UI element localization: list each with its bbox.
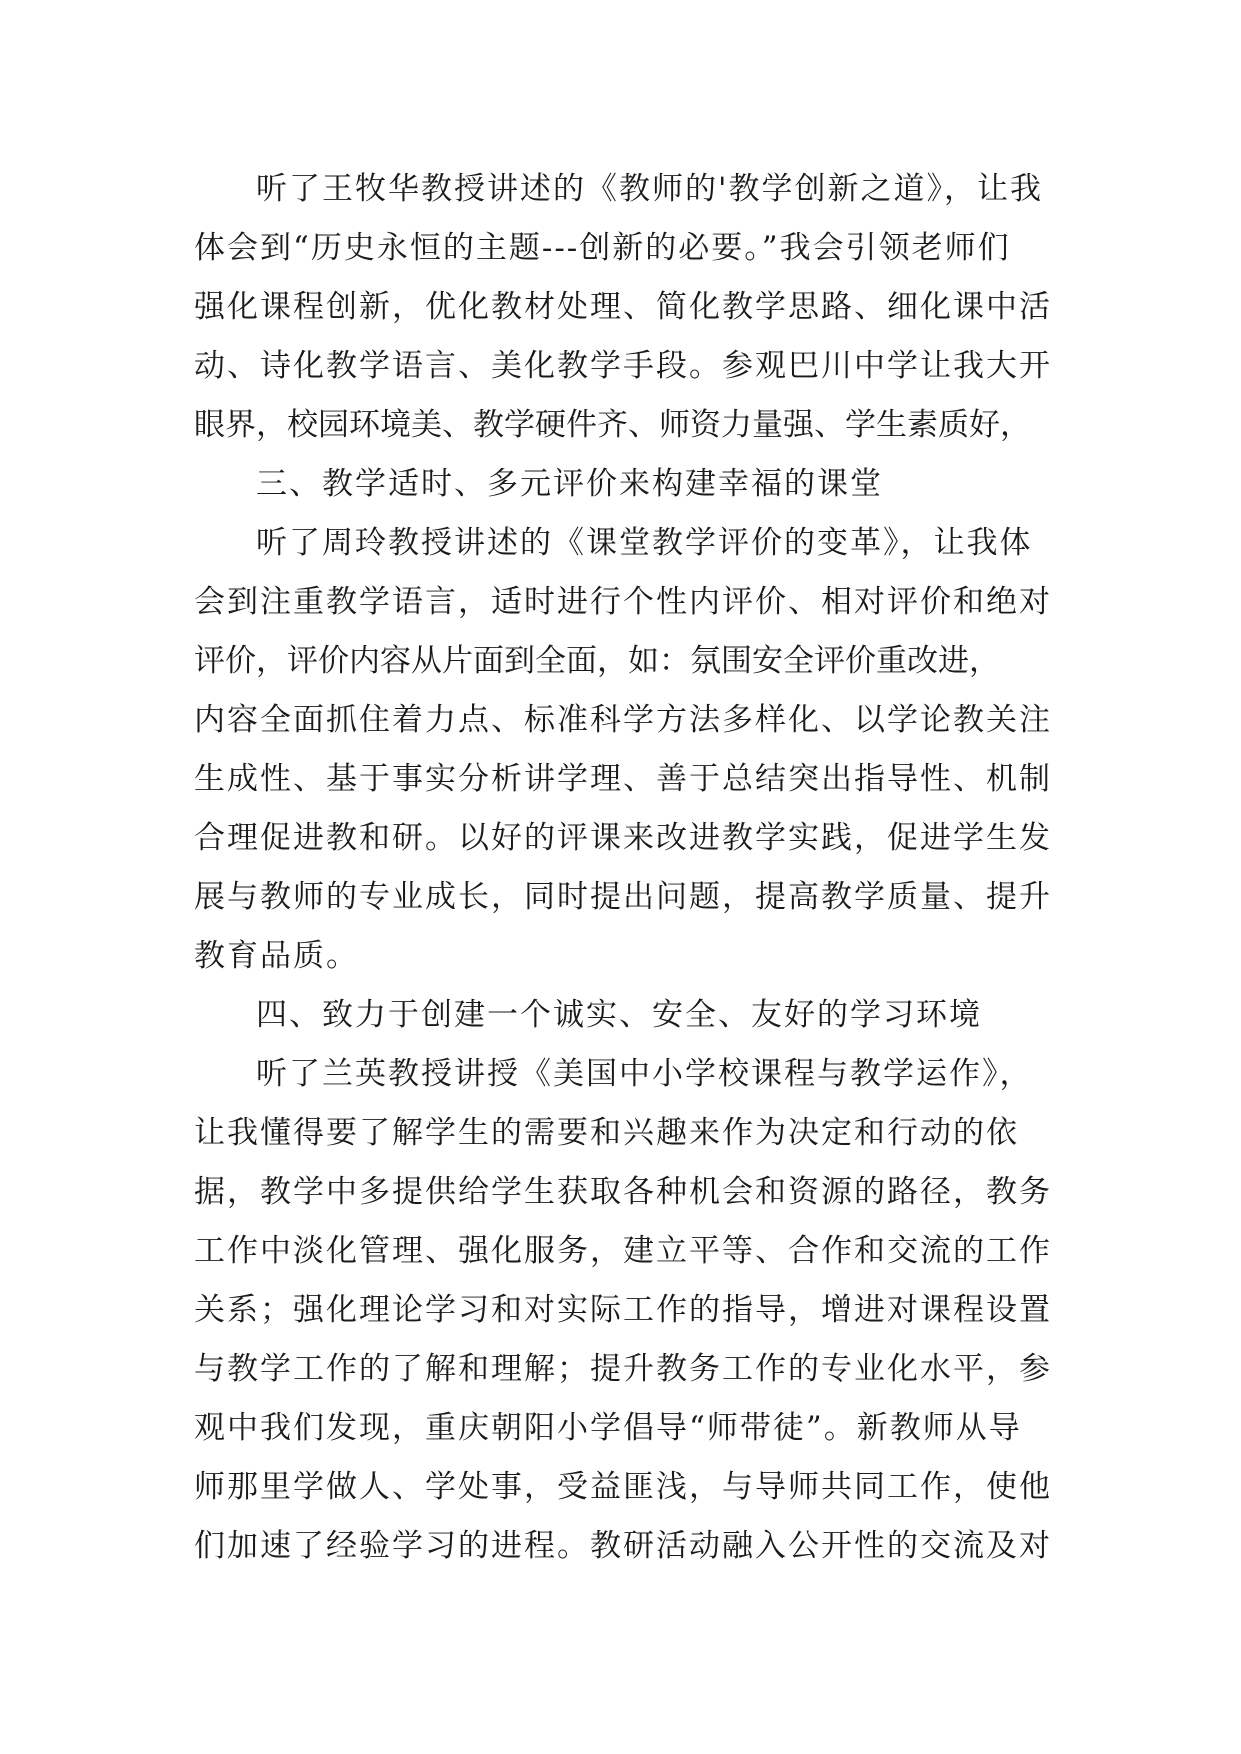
paragraph-line: 动、诗化教学语言、美化教学手段。参观巴川中学让我大开 [194,348,1052,384]
paragraph-line: 们加速了经验学习的进程。教研活动融入公开性的交流及对 [194,1528,1052,1564]
paragraph-line: 与教学工作的了解和理解；提升教务工作的专业化水平，参 [194,1351,1052,1387]
section-heading-4: 四、致力于创建一个诚实、安全、友好的学习环境 [256,997,982,1033]
paragraph-line: 工作中淡化管理、强化服务，建立平等、合作和交流的工作 [194,1233,1052,1269]
paragraph-line: 内容全面抓住着力点、标准科学方法多样化、以学论教关注 [194,702,1052,738]
paragraph-line: 合理促进教和研。以好的评课来改进教学实践，促进学生发 [194,820,1052,856]
section-heading-3: 三、教学适时、多元评价来构建幸福的课堂 [256,466,883,502]
paragraph-line: 生成性、基于事实分析讲学理、善于总结突出指导性、机制 [194,761,1052,797]
paragraph-line: 强化课程创新，优化教材处理、简化教学思路、细化课中活 [194,289,1052,325]
paragraph-line: 关系；强化理论学习和对实际工作的指导，增进对课程设置 [194,1292,1052,1328]
document-body [194,160,1074,1576]
paragraph-line: 评价，评价内容从片面到全面，如：氛围安全评价重改进， [194,643,1000,679]
paragraph-line: 听了周玲教授讲述的《课堂教学评价的变革》，让我体 [256,525,1033,561]
paragraph-line: 听了兰英教授讲授《美国中小学校课程与教学运作》， [256,1056,1033,1092]
paragraph-line: 观中我们发现，重庆朝阳小学倡导“师带徒”。新教师从导 [194,1410,1022,1446]
paragraph-line: 让我懂得要了解学生的需要和兴趣来作为决定和行动的依 [194,1115,1019,1151]
paragraph-line: 师那里学做人、学处事，受益匪浅，与导师共同工作，使他 [194,1469,1052,1505]
paragraph-line: 体会到“历史永恒的主题---创新的必要。”我会引领老师们 [194,230,1011,266]
paragraph-line: 会到注重教学语言，适时进行个性内评价、相对评价和绝对 [194,584,1052,620]
paragraph-line: 教育品质。 [194,938,359,974]
paragraph-line: 眼界，校园环境美、教学硬件齐、师资力量强、学生素质好， [194,407,1031,443]
paragraph-line: 听了王牧华教授讲述的《教师的'教学创新之道》，让我 [256,171,1044,207]
paragraph-line: 展与教师的专业成长，同时提出问题，提高教学质量、提升 [194,879,1052,915]
paragraph-line: 据，教学中多提供给学生获取各种机会和资源的路径，教务 [194,1174,1052,1210]
